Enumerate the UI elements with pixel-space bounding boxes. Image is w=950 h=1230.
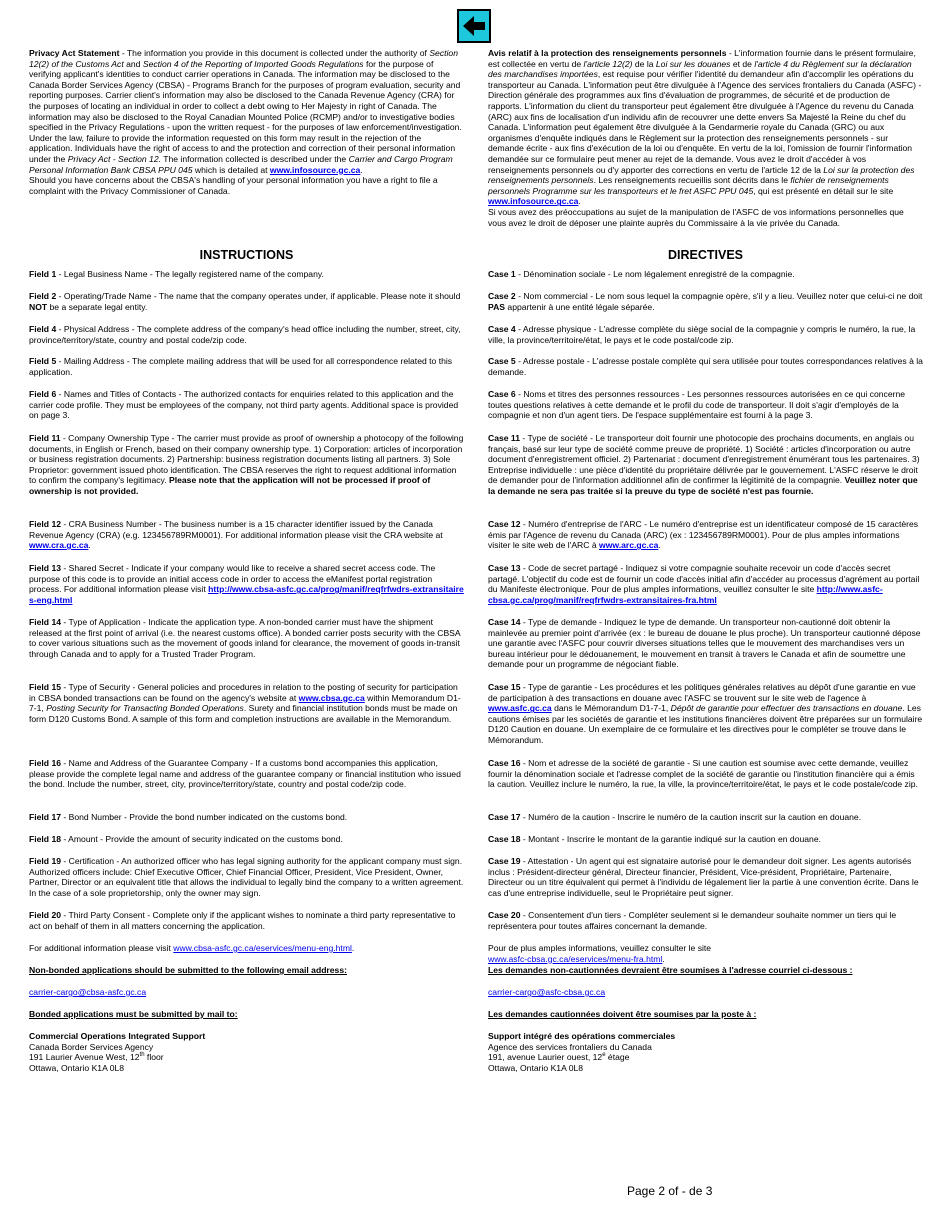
field-11-instruction: Field 11 - Company Ownership Type - The carrier must provide as proof of ownership a photocopy of the following documents, in English or French, based on their company ownership type. 1) Corporation: articles of incorporation or business registration documents. 2) Partnership: business registration documents listing all partners. 3) Sole Proprietor: government issued photo identification. The CBSA reserves the right to request additional information to confirm the company's legitimacy. Please note that the application will not be processed if proof of ownership is not provided. [29,433,464,496]
case-16-directive: Case 16 - Nom et adresse de la société de garantie - Si une caution est soumise avec cette demande, veuillez fournir la dénomination sociale et l'adresse complet de la société de garantie ou l'institution financière qui a émis la caution. Veuillez inclure le numéro, la rue, la ville, la province/territoire/état, le pays et le code postale/code zip. [488,758,918,790]
more-info: Pour de plus amples informations, veuillez consulter le site www.asfc-cbsa.gc.ca/eservices/menu-fra.html. [488,943,712,964]
case-13-directive: Case 13 - Code de secret partagé - Indiquez si votre compagnie souhaite recevoir un code d'accès secret partagé. L'objectif du code est de fournir un code d'accès initial afin d'accéder au processus d'agrément au portail du Manifeste électronique. Pour de plus amples informations, veuillez consulter le site http://www.asfc-cbsa.gc.ca/prog/manif/reqfrfwdrs-extransitaires-fra.html [488,563,920,605]
privacy-statement-en: Privacy Act Statement - The information you provide in this document is collected under the authority of Section 12(2) of the Customs Act and Section 4 of the Reporting of Imported Goods Regulations for the purpose of verifying applicant's identities to conduct carrier operations in Canada. The information may be disclosed to the Canada Border Services Agency (CBSA) - Programs Branch for the purposes of program evaluation, security and reporting purposes. Carrier client's information may also be disclosed to the Canada Revenue Agency (CRA) for the purposes of locating an individual in order to collect a debt owing to Her Majesty in right of Canada. The information may also be disclosed to the Royal Canadian Mounted Police (RCMP) and/or to investigative bodies specified in the Privacy Regulations - upon the written request - for the purposes of law enforcement/investigation. Under the law, failure to provide the information requested on this form may result in the rejection of the application. Individuals have the right of access to and the protection and correction of their personal information under the Privacy Act - Section 12. The information collected is described under the Carrier and Cargo Program Personal Information Bank CBSA PPU 045 which is detailed at www.infosource.gc.ca. Should you have concerns about the CBSA's handling of your personal information you have a right to file a complaint with the Privacy Commissioner of Canada. [29,48,462,196]
case-4-directive: Case 4 - Adresse physique - L'adresse complète du siège social de la compagnie y compris le numéro, la rue, la ville, la province/territoire/état, le pays et le code postal/code zip. [488,324,916,345]
case-20-directive: Case 20 - Consentement d'un tiers - Compléter seulement si le demandeur souhaite nommer un tiers qui le représentera pour toutes affaires concernant la demande. [488,910,897,931]
field-18-instruction: Field 18 - Amount - Provide the amount of security indicated on the customs bond. [29,834,343,844]
mailing-address: Support intégré des opérations commerciales Agence des services frontaliers du Canada 191, avenue Laurier ouest, 12e étage Ottawa, Ontario K1A 0L8 [488,1031,676,1073]
field-6-instruction: Field 6 - Names and Titles of Contacts - The authorized contacts for enquiries related to this application and the carrier code profile. They must be employees of the company, not third party agents. Additional space is provided on page 3. [29,389,459,421]
page-number: Page 2 of - de 3 [627,1184,713,1198]
cra-link[interactable]: www.cra.gc.ca [29,540,89,551]
field-14-instruction: Field 14 - Type of Application - Indicate the application type. A non-bonded carrier must have the shipment released at the first point of arrival (i.e. the nearest customs office). A bonded carrier posts security with the CBSA to cover various situations such as the movement of goods inland for clearance, the movement of goods in-transit through Canada and to apply for a Trusted Trader Program. [29,617,461,659]
arrow-left-icon [461,13,487,39]
field-19-instruction: Field 19 - Certification - An authorized officer who has legal signing authority for the applicant company must sign. Authorized officers include: Chief Executive Officer, Chief Financial Officer, President, Vice President, Owner, Partner, Director or an equivalent title that allows the individual to legally bind the company to a written agreement. In the case of a sole proprietorship, only the owner may sign. [29,856,464,898]
field-20-instruction: Field 20 - Third Party Consent - Complete only if the applicant wishes to nominate a third party representative to act on behalf of them in all matters concerning the application. [29,910,456,931]
shared-secret-link[interactable]: http://www.cbsa-asfc.gc.ca/prog/manif/reqfrfwdrs-extransitaires-eng.html [29,584,464,605]
email-link-wrap [29,987,464,998]
more-info: For additional information please visit www.cbsa-asfc.gc.ca/eservices/menu-eng.html. [29,943,355,953]
eservices-link[interactable]: www.asfc-cbsa.gc.ca/eservices/menu-fra.html [488,953,663,964]
field-17-instruction: Field 17 - Bond Number - Provide the bond number indicated on the customs bond. [29,812,348,822]
eservices-link[interactable]: www.cbsa-asfc.gc.ca/eservices/menu-eng.html [173,943,352,953]
email-link[interactable]: carrier-cargo@cbsa-asfc.gc.ca [29,987,147,997]
case-19-directive: Case 19 - Attestation - Un agent qui est signataire autorisé pour le demandeur doit signer. Les agents autorisés inclus : Président-directeur général, Directeur financier, Président, Vice-président, Propriétaire, Partenaire, Directeur ou un titre équivalent qui permet à l'individu de légalement lier la partie à une convention écrite. Dans le cas d'une entreprise individuelle, seul le Propriétaire peut signer. [488,856,919,898]
privacy-title: Privacy Act Statement [29,48,120,58]
field-13-instruction: Field 13 - Shared Secret - Indicate if your company would like to receive a shared secret access code. The purpose of this code is to provide an initial access code in order to access the eManifest portal registration process. For additional information please visit http://www.cbsa-asfc.gc.ca/prog/manif/reqfrfwdrs-extransitaires-eng.html [29,563,464,605]
nonbonded-heading: Non-bonded applications should be submitted to the following email address: [29,965,347,975]
mailing-address: Commercial Operations Integrated Support Canada Border Services Agency 191 Laurier Avenue West, 12th floor Ottawa, Ontario K1A 0L8 [29,1031,206,1073]
arc-link[interactable]: www.arc.gc.ca [599,540,659,551]
email-link-wrap [488,987,923,998]
privacy-title: Avis relatif à la protection des renseignements personnels [488,48,727,58]
asfc-link[interactable]: www.asfc.gc.ca [488,703,552,714]
email-link[interactable]: carrier-cargo@asfc-cbsa.gc.ca [488,987,606,997]
field-16-instruction: Field 16 - Name and Address of the Guarantee Company - If a customs bond accompanies this application, please provide the complete legal name and address of the guarantee company or financial institution who issued the bond. Include the number, street, city, province/territory/state, country and postal code/zip code. [29,758,461,790]
field-5-instruction: Field 5 - Mailing Address - The complete mailing address that will be used for all correspondence related to this application. [29,356,453,377]
cbsa-link[interactable]: www.cbsa.gc.ca [298,692,365,703]
field-15-instruction: Field 15 - Type of Security - General policies and procedures in relation to the posting of security for participation in CBSA bonded transactions can be found on the agency's website at www.cbsa.gc.ca within Memorandum D1-7-1, Posting Security for Transacting Bonded Operations. Surety and financial institution bonds must be made on form D120 Customs Bond. A sample of this form and completion instructions are available in the Memorandum. [29,682,461,724]
case-18-directive: Case 18 - Montant - Inscrire le montant de la garantie indiqué sur la caution en douane. [488,834,821,844]
case-5-directive: Case 5 - Adresse postale - L'adresse postale complète qui sera utilisée pour toutes correspondances relatives à la demande. [488,356,923,377]
case-12-directive: Case 12 - Numéro d'entreprise de l'ARC - Le numéro d'entreprise est un identificateur composé de 15 caractères émis par l'Agence de revenu du Canada (ARC) (ex : 123456789RM0001). Pour de plus amples informations visiter le site web de l'ARC à www.arc.gc.ca. [488,519,919,551]
instructions-heading: INSTRUCTIONS [199,248,294,262]
case-17-directive: Case 17 - Numéro de la caution - Inscrire le numéro de la caution inscrit sur la caution en douane. [488,812,862,822]
shared-secret-link[interactable]: http://www.asfc-cbsa.gc.ca/prog/manif/reqfrfwdrs-extransitaires-fra.html [488,584,883,605]
case-11-directive: Case 11 - Type de société - Le transporteur doit fournir une photocopie des prochains documents, en anglais ou français, basé sur leur type de société comme preuve de propriété. 1) Société : articles d'incorporation ou autre document d'enregistrement officiel. 2) Partenariat : document d'enregistrement énumérant tous les partenaires. 3) Entreprise individuelle : une pièce d'identité du propriétaire délivrée par le gouvernement. L'ASFC réserve le droit de demander pour de l'information additionnel afin de confirmer la légitimité de la compagnie. Veuillez noter que la demande ne sera pas traitée si la preuve du type de société n'est pas fournie. [488,433,920,496]
privacy-statement-fr: Avis relatif à la protection des renseignements personnels - L'information fournie dans le présent formulaire, est collectée en vertu de l'article 12(2) de la Loi sur les douanes et de l'article 4 du Règlement sur la déclaration des marchandises importées, est requise pour vérifier l'identité du demandeur afin d'accomplir les opérations du transporteur au Canada. L'information peut être divulguée à l'Agence des services frontaliers du Canada (ASFC) - Direction générale des programmes aux fins d'évaluation de programmes, de sécurité et de production de rapports. L'information du client du transporteur peut également être divulguée à l'Agence du revenu du Canada (ARC) aux fins de localisation d'un individu afin de recouvrer une dette envers Sa Majesté la Reine du chef du Canada. L'information peut également être divulguée à la Gendarmerie royale du Canada (GRC) ou aux organismes d'enquête indiqués dans le Règlement sur la protection des renseignements personnels - sur demande écrite - aux fins d'exécution de la loi ou d'enquête. En vertu de la loi, l'omission de fournir l'information demandée sur ce formulaire peut mener au rejet de la demande. Vous avez le droit d'accéder à vos renseignements personnels ou d'y apporter des corrections en vertu de l'article 12 de la Loi sur la protection des renseignements personnels. Les renseignements recueillis sont décrits dans le fichier de renseignements personnels Programme sur les transporteurs et le fret ASFC PPU 045, qui est présenté en détail sur le site www.infosource.gc.ca. Si vous avez des préoccupations au sujet de la manipulation de l'ASFC de vos informations personnelles que vous avez le droit de déposer une plainte auprès du Commissaire à la vie privée du Canada. [488,48,922,228]
field-2-instruction: Field 2 - Operating/Trade Name - The name that the company operates under, if applicable. Please note it should NOT be a separate legal entity. [29,291,461,312]
infosource-link[interactable]: www.infosource.gc.ca [488,196,579,207]
infosource-link[interactable]: www.infosource.gc.ca [269,164,361,175]
bonded-heading: Les demandes cautionnées doivent être soumises par la poste à : [488,1009,757,1019]
case-15-directive: Case 15 - Type de garantie - Les procédures et les politiques générales relatives au dépôt d'une garantie en vue de participation à des transactions en douane avec l'ASFC se trouvent sur le site web de l'agence à www.asfc.gc.ca dans le Mémorandum D1-7-1, Dépôt de garantie pour effectuer des transactions en douane. Les cautions émises par les sociétés de garantie et les institutions financières doivent être préparées sur un formulaire D120 Caution en douane. Un exemplaire de ce formulaire et les directives pour le compléter se trouve dans le Mémorandum. [488,682,923,745]
directives-heading: DIRECTIVES [667,248,743,262]
field-12-instruction: Field 12 - CRA Business Number - The business number is a 15 character identifier issued by the Canada Revenue Agency (CRA) (e.g. 123456789RM0001). For additional information please visit the CRA website at www.cra.gc.ca. [29,519,443,551]
back-button[interactable] [457,9,491,43]
case-14-directive: Case 14 - Type de demande - Indiquez le type de demande. Un transporteur non-cautionné doit obtenir la mainlevée au premier point d'arrivée (ex : le bureau de douane le plus proche). Un transporteur cautionné dépose une garantie avec l'ASFC pour couvrir diverses situations telles que le mouvement des marchandises vers un bureau intérieur pour le dédouanement, le mouvement en transit à travers le Canada et afin de soumettre une demande pour un programme de négociant fiable. [488,617,921,670]
field-1-instruction: Field 1 - Legal Business Name - The legally registered name of the company. [29,269,324,279]
field-4-instruction: Field 4 - Physical Address - The complete address of the company's head office including the number, street, city, province/territory/state, country and postal code/zip code. [29,324,461,345]
case-1-directive: Case 1 - Dénomination sociale - Le nom légalement enregistré de la compagnie. [488,269,795,279]
nonbonded-heading: Les demandes non-cautionnées devraient être soumises à l'adresse courriel ci-dessous : [488,965,853,975]
case-6-directive: Case 6 - Noms et titres des personnes ressources - Les personnes ressources autorisées en ce qui concerne toutes questions relatives à cette demande et le profil du code de transporteur. Il doit s'agir d'employés de la compagnie et non d'un agent tiers. De l'espace supplémentaire est fourni à la page 3. [488,389,906,421]
bonded-heading: Bonded applications must be submitted by mail to: [29,1009,238,1019]
case-2-directive: Case 2 - Nom commercial - Le nom sous lequel la compagnie opère, s'il y a lieu. Veuillez noter que celui-ci ne doit PAS appartenir à une entité légale séparée. [488,291,923,312]
